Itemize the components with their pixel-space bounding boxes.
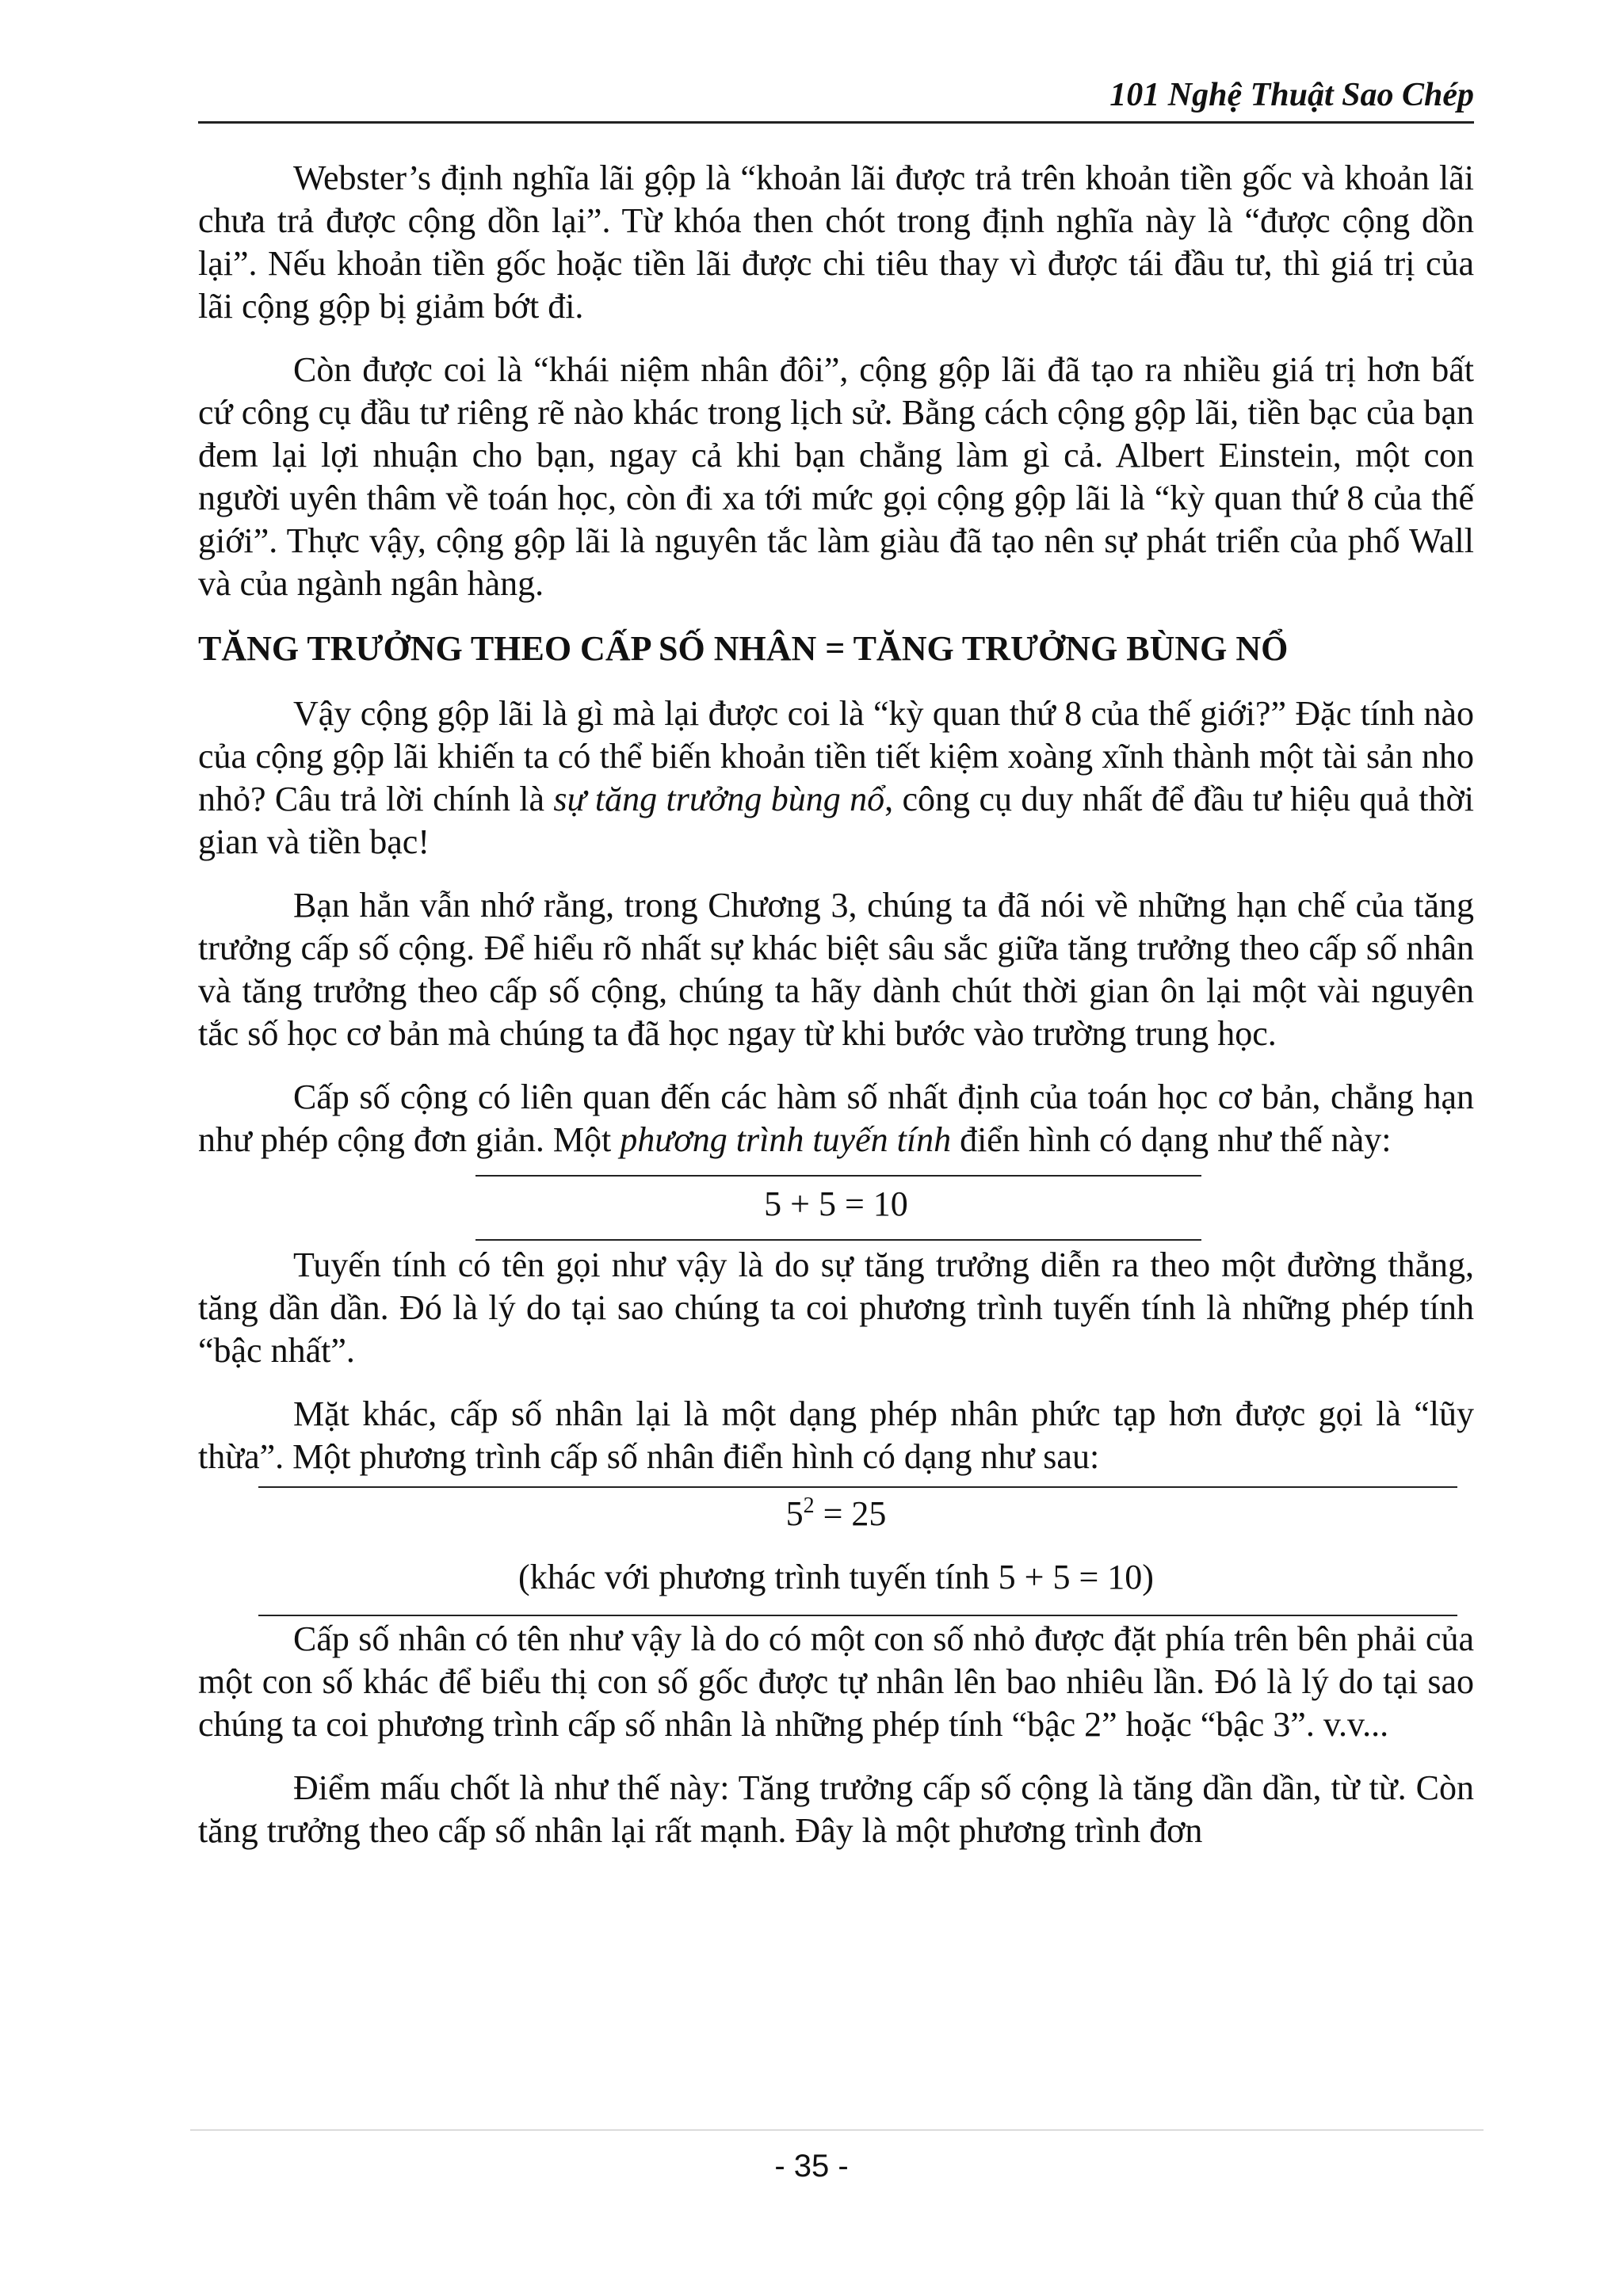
equation-exponent: 2 <box>803 1493 815 1518</box>
text-run: Cấp số cộng có liên quan đến các hàm số nhất định của toán học cơ bản, chẳng hạn như phép cộng đơn giản. Một <box>198 1077 1474 1159</box>
equation-rule-top <box>475 1175 1201 1177</box>
header-divider <box>198 121 1474 124</box>
paragraph-einstein: Còn được coi là “khái niệm nhân đôi”, cộng gộp lãi đã tạo ra nhiều giá trị hơn bất cứ công cụ đầu tư riêng rẽ nào khác trong lịch sử. Bằng cách cộng gộp lãi, tiền bạc của bạn đem lại lợi nhuận cho bạn, ngay cả khi bạn chẳng làm gì cả. Albert Einstein, một con người uyên thâm về toán học, còn đi xa tới mức gọi cộng gộp lãi là “kỳ quan thứ 8 của thế giới”. Thực vậy, cộng gộp lãi là nguyên tắc làm giàu đã tạo nên sự phát triển của phố Wall và của ngành ngân hàng. <box>198 350 1474 603</box>
exponential-equation <box>198 1493 1474 1535</box>
text-run: Vậy cộng gộp lãi là gì mà lại được coi là “kỳ quan thứ 8 của thế giới?” Đặc tính nào của cộng gộp lãi khiến ta có thể biến khoản tiền tiết kiệm xoàng xĩnh thành một tài sản nho nhỏ? Câu trả lời chính là <box>198 694 1474 818</box>
text-run: , công cụ duy nhất để đầu tư hiệu quả thời gian và tiền bạc! <box>198 780 1474 861</box>
emphasis-text: sự tăng trưởng bùng nổ <box>553 780 885 818</box>
paragraph-key-point: Điểm mấu chốt là như thế này: Tăng trưởng cấp số cộng là tăng dần dần, từ từ. Còn tăng trưởng theo cấp số nhân lại rất mạnh. Đây là một phương trình đơn <box>198 1768 1474 1850</box>
equation-rule-bottom <box>475 1239 1201 1241</box>
paragraph-linear-explained: Tuyến tính có tên gọi như vậy là do sự tăng trưởng diễn ra theo một đường thẳng, tăng dần dần. Đó là lý do tại sao chúng ta coi phương trình tuyến tính là những phép tính “bậc nhất”. <box>198 1245 1474 1370</box>
linear-equation: 5 + 5 = 10 <box>764 1184 908 1223</box>
paragraph-exponent: Mặt khác, cấp số nhân lại là một dạng phép nhân phức tạp hơn được gọi là “lũy thừa”. Một phương trình cấp số nhân điển hình có dạng như sau: <box>198 1394 1474 1476</box>
equation-rule-bottom <box>258 1615 1457 1616</box>
equation-note: (khác với phương trình tuyến tính 5 + 5 = 10) <box>518 1558 1154 1596</box>
page-body <box>198 157 1474 1852</box>
paragraph-linear <box>198 1076 1474 1161</box>
equation-result: = 25 <box>814 1494 887 1533</box>
paragraph-exponent-explained: Cấp số nhân có tên như vậy là do có một con số nhỏ được đặt phía trên bên phải của một con số khác để biểu thị con số gốc được tự nhân lên bao nhiêu lần. Đó là lý do tại sao chúng ta coi phương trình cấp số nhân là những phép tính “bậc 2” hoặc “bậc 3”. v.v... <box>198 1619 1474 1744</box>
text-run: điển hình có dạng như thế này: <box>951 1120 1392 1159</box>
equation-base: 5 <box>785 1494 804 1533</box>
section-heading: TĂNG TRƯỞNG THEO CẤP SỐ NHÂN = TĂNG TRƯỞNG BÙNG NỔ <box>198 629 1289 668</box>
emphasis-text: phương trình tuyến tính <box>620 1120 952 1159</box>
page-number: - 35 - <box>774 2149 849 2183</box>
paragraph-explosive-growth <box>198 692 1474 864</box>
running-header: 101 Nghệ Thuật Sao Chép <box>1109 77 1474 113</box>
paragraph-chapter-3: Bạn hẳn vẫn nhớ rằng, trong Chương 3, chúng ta đã nói về những hạn chế của tăng trưởng cấp số cộng. Để hiểu rõ nhất sự khác biệt sâu sắc giữa tăng trưởng theo cấp số nhân và tăng trưởng theo cấp số cộng, chúng ta hãy dành chút thời gian ôn lại một vài nguyên tắc số học cơ bản mà chúng ta đã học ngay từ khi bước vào trường trung học. <box>198 886 1474 1053</box>
equation-rule-top <box>258 1486 1457 1488</box>
paragraph-definition: Webster’s định nghĩa lãi gộp là “khoản lãi được trả trên khoản tiền gốc và khoản lãi chưa trả được cộng dồn lại”. Từ khóa then chót trong định nghĩa này là “được cộng dồn lại”. Nếu khoản tiền gốc hoặc tiền lãi được chi tiêu thay vì được tái đầu tư, thì giá trị của lãi cộng gộp bị giảm bớt đi. <box>198 158 1474 326</box>
